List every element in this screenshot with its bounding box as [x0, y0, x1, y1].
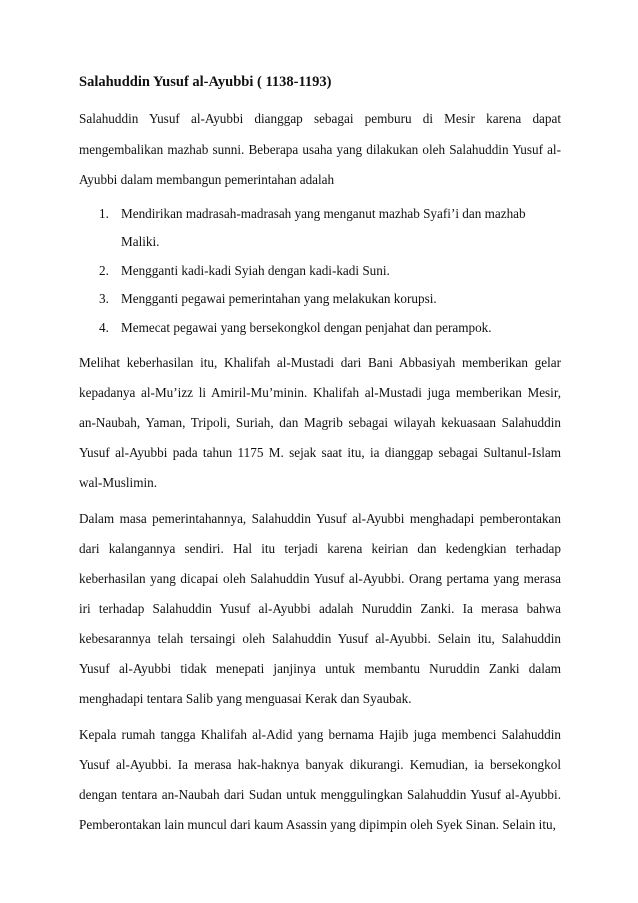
list-number: 2. [99, 262, 109, 278]
list-item [79, 285, 561, 314]
list-item [79, 200, 561, 257]
list-item [79, 314, 561, 343]
list-number: 4. [99, 319, 109, 335]
list-text: Mengganti pegawai pemerintahan yang melakukan korupsi. [121, 291, 437, 306]
list-item [79, 257, 561, 286]
list-text: Mendirikan madrasah-madrasah yang menganut mazhab Syafi’i dan mazhab Maliki. [121, 205, 526, 249]
list-number: 3. [99, 291, 109, 306]
body-paragraph: Kepala rumah tangga Khalifah al-Adid yang bernama Hajib juga membenci Salahuddin Yusuf al-Ayubbi. Ia merasa hak-haknya banyak dikurangi. Kemudian, ia bersekongkol dengan tentara an-Naubah dari Sudan untuk menggulingkan Salahuddin Yusuf al-Ayubbi. Pemberontakan lain muncul dari kaum Asassin yang dipimpin oleh Syek Sinan. Selain itu, [79, 727, 561, 832]
body-paragraph: Dalam masa pemerintahannya, Salahuddin Yusuf al-Ayubbi menghadapi pemberontakan dari kalangannya sendiri. Hal itu terjadi karena keirian dan kedengkian terhadap keberhasilan yang dicapai oleh Salahuddin Yusuf al-Ayubbi. Orang pertama yang merasa iri terhadap Salahuddin Yusuf al-Ayubbi adalah Nuruddin Zanki. Ia merasa bahwa kebesarannya telah tersaingi oleh Salahuddin Yusuf al-Ayubbi. Selain itu, Salahuddin Yusuf al-Ayubbi tidak menepati janjinya untuk membantu Nuruddin Zanki dalam menghadapi tentara Salib yang menguasai Kerak dan Syaubak. [79, 511, 561, 706]
list-text: Mengganti kadi-kadi Syiah dengan kadi-kadi Suni. [121, 262, 390, 278]
body-paragraph: Melihat keberhasilan itu, Khalifah al-Mustadi dari Bani Abbasiyah memberikan gelar kepadanya al-Mu’izz li Amiril-Mu’minin. Khalifah al-Mustadi juga memberikan Mesir, an-Naubah, Yaman, Tripoli, Suriah, dan Magrib sebagai wilayah kekuasaan Salahuddin Yusuf al-Ayubbi pada tahun 1175 M. sejak saat itu, ia dianggap sebagai Sultanul-Islam wal-Muslimin. [79, 355, 561, 490]
numbered-list [79, 200, 561, 343]
intro-paragraph: Salahuddin Yusuf al-Ayubbi dianggap sebagai pemburu di Mesir karena dapat mengembalikan mazhab sunni. Beberapa usaha yang dilakukan oleh Salahuddin Yusuf al-Ayubbi dalam membangun pemerintahan adalah [79, 111, 561, 187]
list-number: 1. [99, 205, 109, 221]
list-text: Memecat pegawai yang bersekongkol dengan penjahat dan perampok. [121, 319, 492, 335]
document-title: Salahuddin Yusuf al-Ayubbi ( 1138-1193) [79, 74, 332, 90]
